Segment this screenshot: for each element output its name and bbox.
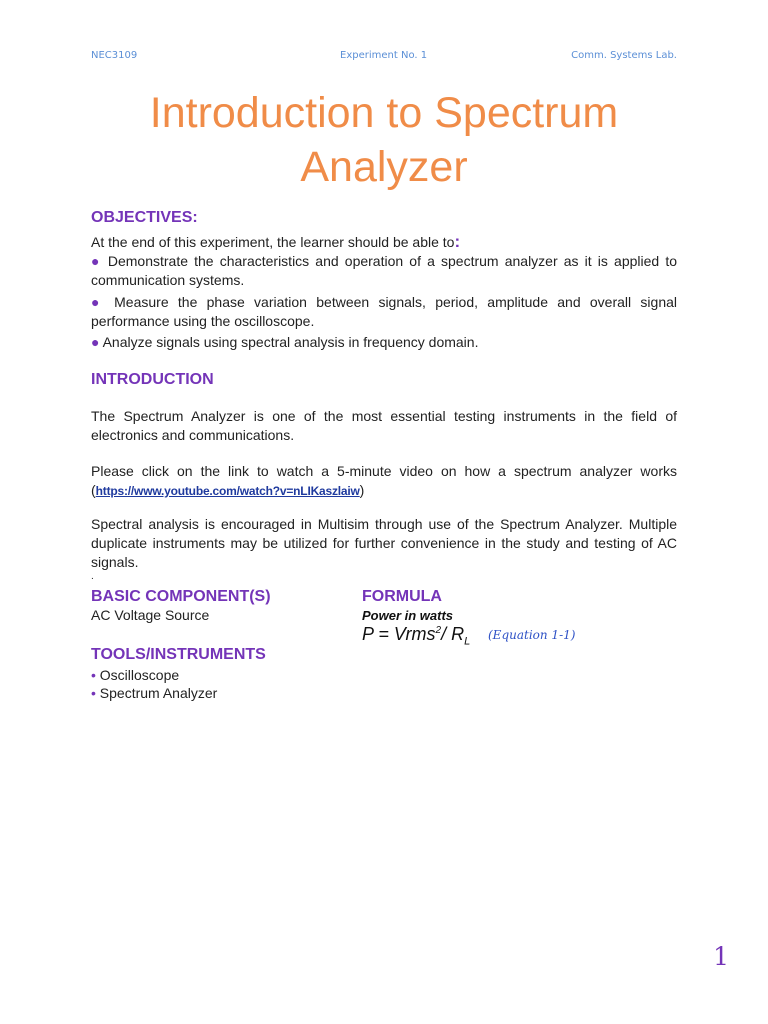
page-title xyxy=(91,86,677,194)
objective-item xyxy=(91,333,677,352)
youtube-video-link[interactable]: https://www.youtube.com/watch?v=nLIKaszlaiw xyxy=(95,484,360,498)
tools-list xyxy=(91,666,217,702)
bullet-icon: • xyxy=(91,667,96,683)
equation-subscript: L xyxy=(464,635,471,648)
equation-reference: (Equation 1-1) xyxy=(488,628,576,642)
objective-text: Demonstrate the characteristics and operation of a spectrum analyzer as it is applied to communication systems. xyxy=(91,253,677,288)
introduction-heading: INTRODUCTION xyxy=(91,371,214,388)
experiment-number: Experiment No. 1 xyxy=(340,50,428,61)
bullet-icon: • xyxy=(91,685,96,701)
stray-dot: . xyxy=(91,571,94,582)
objectives-heading: OBJECTIVES: xyxy=(91,209,198,226)
objective-item xyxy=(91,252,677,290)
equation-prefix: P = Vrms xyxy=(362,624,436,644)
component-item: AC Voltage Source xyxy=(91,607,210,623)
introduction-paragraph-1: The Spectrum Analyzer is one of the most essential testing instruments in the field of electronics and communications. xyxy=(91,408,677,443)
objective-text: Analyze signals using spectral analysis in frequency domain. xyxy=(102,334,479,350)
equation-exponent: 2 xyxy=(435,625,442,636)
list-item xyxy=(91,684,217,702)
video-prompt-text: Please click on the link to watch a 5-minute video on how a spectrum analyzer works xyxy=(91,463,677,479)
tools-heading: TOOLS/INSTRUMENTS xyxy=(91,646,266,663)
course-code: NEC3109 xyxy=(91,50,138,61)
equation-mid: / R xyxy=(441,624,465,644)
lab-name: Comm. Systems Lab. xyxy=(571,50,677,61)
objective-text: Measure the phase variation between signals, period, amplitude and overall signal performance using the oscilloscope. xyxy=(91,294,677,329)
page-header xyxy=(91,50,677,64)
bullet-icon: ● xyxy=(91,334,100,350)
page-number: 1 xyxy=(713,942,729,971)
list-item xyxy=(91,666,217,684)
introduction-paragraph-2 xyxy=(91,462,677,501)
objective-item xyxy=(91,293,677,331)
basic-components-heading: BASIC COMPONENT(S) xyxy=(91,588,271,605)
close-paren: ) xyxy=(359,482,365,498)
objectives-intro-colon: : xyxy=(454,232,461,251)
introduction-paragraph-3: Spectral analysis is encouraged in Multisim through use of the Spectrum Analyzer. Multiple duplicate instruments may be utilized for further convenience in the study and testing of AC signals. xyxy=(91,516,677,570)
bullet-icon: ● xyxy=(91,294,105,310)
formula-subheading: Power in watts xyxy=(362,608,454,623)
open-paren: ( xyxy=(91,482,96,498)
tool-label: Oscilloscope xyxy=(99,667,180,683)
objectives-intro-text: At the end of this experiment, the learner should be able to xyxy=(91,234,455,250)
title-line-2: Analyzer xyxy=(300,143,468,191)
bullet-icon: ● xyxy=(91,253,102,269)
tool-label: Spectrum Analyzer xyxy=(99,685,218,701)
power-equation xyxy=(362,624,470,648)
title-line-1: Introduction to Spectrum xyxy=(149,89,619,137)
formula-heading: FORMULA xyxy=(362,588,442,605)
objectives-intro xyxy=(91,232,677,252)
